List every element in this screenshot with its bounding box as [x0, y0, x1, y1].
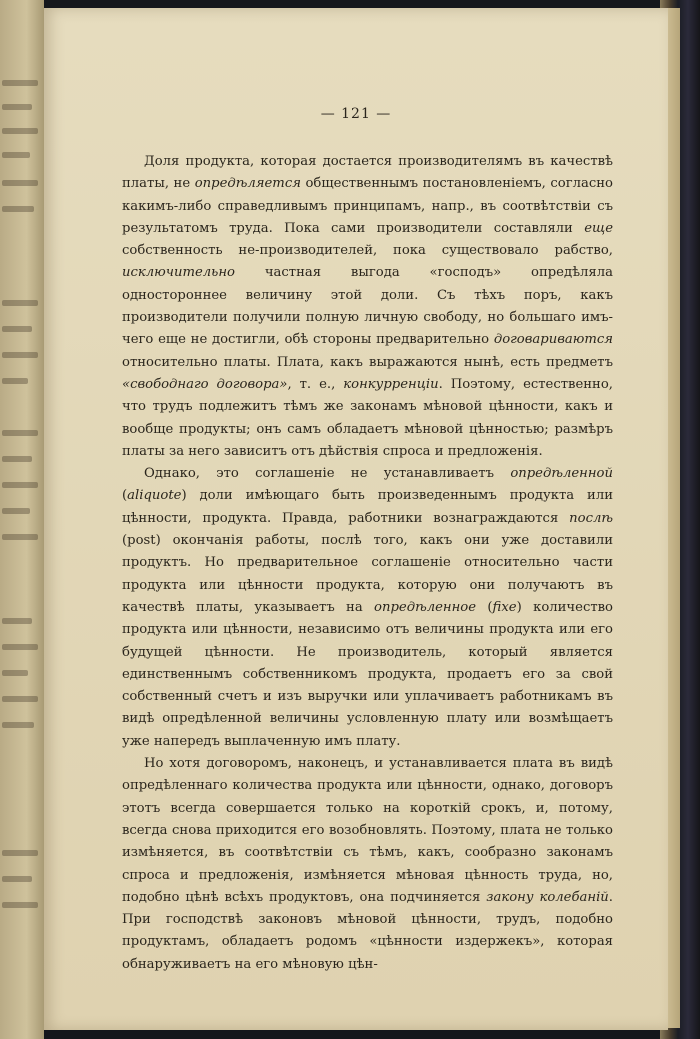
body-text [122, 151, 613, 976]
paragraph [122, 463, 613, 753]
italic-text: aliquote [127, 488, 182, 504]
book-page [44, 8, 668, 1030]
text-run: , т. е., [287, 376, 344, 392]
paragraph [122, 151, 613, 463]
italic-text: опредѣляется [194, 176, 301, 192]
italic-text: «свободнаго договора» [122, 376, 288, 392]
italic-text: fixe [492, 599, 517, 615]
page-number: — 121 — [320, 106, 392, 122]
text-run: частная выгода «господъ» опредѣляла одностороннее величину этой доли. Съ тѣхъ поръ, какъ производители получили полную личную свободу, но большаго имъ-чего еще не достигли, обѣ стороны предварительно [122, 265, 613, 348]
text-run: ) доли имѣющаго быть произведеннымъ продукта или цѣнности, продукта. Правда, работники вознаграждаются [122, 488, 613, 526]
text-run: общественнымъ постановленіемъ, согласно какимъ-либо справедливымъ принципамъ, напр., въ соотвѣтствіи съ результатомъ труда. Пока сами производители составляли [122, 176, 613, 236]
text-run: . Поэтому, естественно, что трудъ подлежитъ тѣмъ же законамъ мѣновой цѣнности, какъ и вообще продукты; онъ самъ обладаетъ мѣновой цѣнностью; размѣръ платы за него зависитъ отъ дѣйствія спроса и предложенія. [122, 376, 613, 459]
text-run: . При господствѣ законовъ мѣновой цѣнности, трудъ, подобно продуктамъ, обладаетъ родомъ «цѣнности издержекъ», которая обнаруживаетъ на его мѣновую цѣн- [122, 889, 613, 972]
italic-text: закону колебаній [486, 889, 609, 905]
italic-text: опредѣленное [374, 599, 477, 615]
italic-text: опредѣленной [510, 466, 613, 482]
text-run: относительно платы. Плата, какъ выражаются нынѣ, есть предметъ [122, 354, 613, 370]
paragraph [122, 753, 613, 976]
text-run: собственность не-производителей, пока существовало рабство, [122, 243, 613, 259]
italic-text: договариваются [493, 332, 613, 348]
italic-text: исключительно [122, 265, 235, 281]
italic-text: еще [584, 220, 613, 236]
previous-page-edge [0, 0, 44, 1039]
text-run: Однако, это соглашеніе не устанавливаетъ [144, 466, 511, 482]
text-run: Но хотя договоромъ, наконецъ, и устанавливается плата въ видѣ опредѣленнаго количества продукта или цѣнности, однако, договоръ этотъ всегда совершается только на короткій срокъ, и, потому, всегда снова приходится его возобновлять. Поэтому, плата не только измѣняется, въ соотвѣтствіи съ тѣмъ, какъ, сообразно законамъ спроса и предложенія, измѣняется мѣновая цѣнность труда, но, подобно цѣнѣ всѣхъ продуктовъ, она подчиняется [122, 756, 613, 905]
text-run: ) количество продукта или цѣнности, независимо отъ величины продукта или его будущей цѣнности. Не производитель, который является единственнымъ собственникомъ продукта, продаетъ его за свой собственный счетъ и изъ выручки или уплачиваетъ работникамъ въ видѣ опредѣленной величины условленную плату или возмѣщаетъ уже напередъ выплаченную имъ плату. [122, 599, 613, 749]
italic-text: послѣ [569, 510, 613, 526]
italic-text: конкурренціи [343, 376, 439, 392]
text-run: ( [122, 488, 128, 504]
text-run: (post) окончанія работы, послѣ того, какъ они уже доставили продуктъ. Но предварительное соглашеніе относительно части продукта или цѣнности продукта, которую они получаютъ въ качествѣ платы, указываетъ на [122, 533, 613, 615]
text-run: ( [476, 599, 493, 615]
text-run: Доля продукта, которая достается производителямъ въ качествѣ платы, не [122, 154, 613, 192]
